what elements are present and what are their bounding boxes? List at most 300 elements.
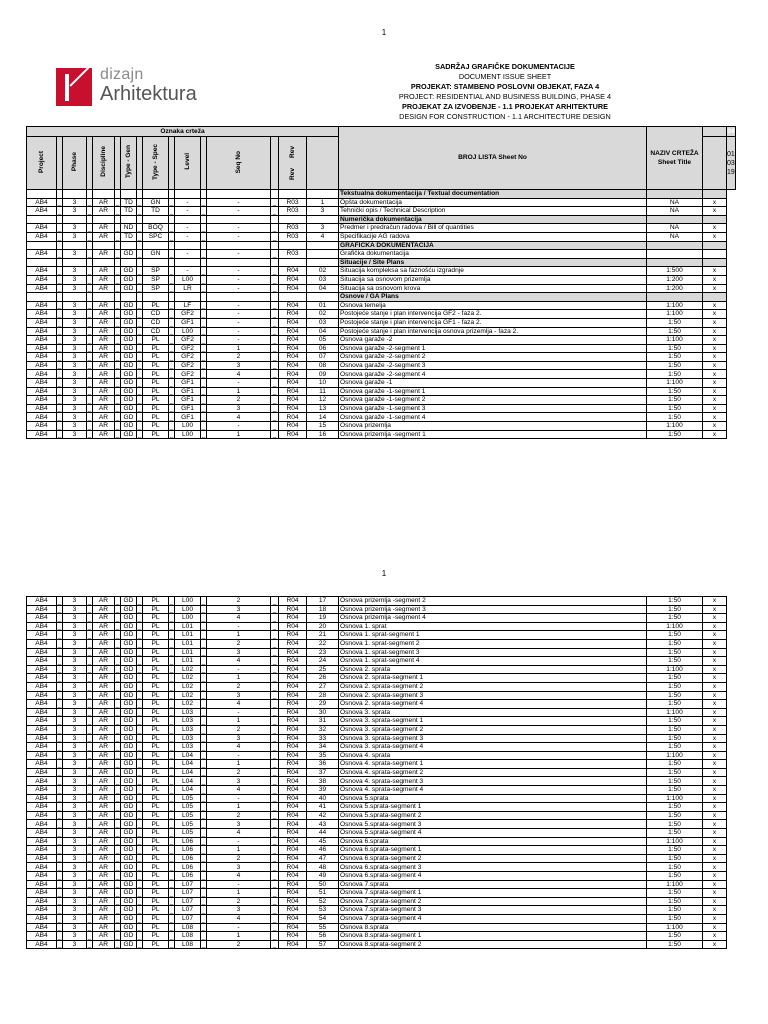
scale: 1:50 — [647, 829, 703, 838]
project-code: AB4 — [27, 863, 57, 872]
sheet-number: 13 — [307, 404, 339, 413]
header-design-en: DESIGN FOR CONSTRUCTION - 1.1 ARCHITECTURE DESIGN — [399, 112, 611, 121]
issue-mark: x — [703, 232, 727, 241]
sheet-title: Postojeće stanje i plan intervencija GF2 - faza 2. — [339, 310, 647, 319]
type-spec-code: PL — [143, 597, 169, 606]
discipline-code: AR — [93, 760, 115, 769]
separator-cell: _ — [115, 820, 121, 829]
sheet-title: Osnova prizemlja -segment 3 — [339, 605, 647, 614]
separator-cell: _ — [271, 914, 279, 923]
separator-cell: _ — [201, 932, 207, 941]
seq-no: - — [207, 379, 271, 388]
project-code: AB4 — [27, 846, 57, 855]
seq-no: 1 — [207, 387, 271, 396]
separator-cell: _ — [137, 422, 143, 431]
sheet-number: 26 — [307, 674, 339, 683]
type-spec-code: PL — [143, 923, 169, 932]
separator-cell: _ — [169, 820, 175, 829]
phase-code: 3 — [63, 760, 87, 769]
separator-cell: _ — [201, 336, 207, 345]
section-blank-cell — [121, 293, 137, 302]
separator-cell: _ — [169, 422, 175, 431]
issue-mark: x — [703, 820, 727, 829]
header-title-sr: SADRŽAJ GRAFIČKE DOKUMENTACIJE — [435, 62, 575, 71]
sheet-title: Osnova 4. sprata-segment 2 — [339, 768, 647, 777]
table-row — [27, 396, 736, 405]
separator-cell: _ — [169, 301, 175, 310]
seq-no: 2 — [207, 396, 271, 405]
table-row — [27, 207, 736, 216]
phase-code: 3 — [63, 284, 87, 293]
separator-cell: _ — [137, 284, 143, 293]
separator-cell: _ — [115, 267, 121, 276]
header-discipline-label: Discipline — [99, 146, 107, 178]
scale: 1:50 — [647, 786, 703, 795]
separator-cell: _ — [87, 743, 93, 752]
table-row — [27, 430, 736, 439]
separator-cell: _ — [271, 198, 279, 207]
sheet-number: 47 — [307, 854, 339, 863]
level-code: GF1 — [175, 396, 201, 405]
separator-cell: _ — [57, 413, 63, 422]
separator-cell: _ — [201, 872, 207, 881]
separator-cell: _ — [169, 940, 175, 949]
phase-code: 3 — [63, 379, 87, 388]
issue-mark: x — [703, 344, 727, 353]
sheet-title: Osnova prizemlja — [339, 422, 647, 431]
sheet-number: 43 — [307, 820, 339, 829]
project-code: AB4 — [27, 760, 57, 769]
separator-cell: _ — [137, 897, 143, 906]
level-code: L05 — [175, 820, 201, 829]
separator-cell: _ — [115, 353, 121, 362]
type-spec-code: PL — [143, 682, 169, 691]
issue-mark: x — [703, 811, 727, 820]
section-title: Osnove / GA Plans — [339, 293, 647, 302]
sheet-number: 1 — [307, 198, 339, 207]
issue-mark: x — [703, 734, 727, 743]
sheet-title: Osnova garaže -1-segment 3 — [339, 404, 647, 413]
separator-cell: _ — [271, 932, 279, 941]
issue-mark: x — [703, 932, 727, 941]
separator-cell: _ — [87, 657, 93, 666]
type-gen-code: TD — [121, 232, 137, 241]
header-type-spec-label: Type - Spec — [151, 143, 159, 180]
issue-mark: x — [703, 897, 727, 906]
scale: 1:50 — [647, 897, 703, 906]
type-gen-code: GD — [121, 923, 137, 932]
separator-cell: _ — [87, 889, 93, 898]
seq-no: - — [207, 275, 271, 284]
separator-cell: _ — [87, 614, 93, 623]
separator-cell: _ — [271, 275, 279, 284]
separator-cell: _ — [87, 803, 93, 812]
separator-cell: _ — [137, 734, 143, 743]
type-gen-code: GD — [121, 837, 137, 846]
type-gen-code: GD — [121, 932, 137, 941]
type-gen-code: GD — [121, 318, 137, 327]
project-code: AB4 — [27, 674, 57, 683]
table-row — [27, 777, 727, 786]
section-blank-cell — [143, 293, 169, 302]
revision: R04 — [279, 906, 307, 915]
level-code: L05 — [175, 811, 201, 820]
type-spec-code: PL — [143, 674, 169, 683]
separator-cell: _ — [169, 914, 175, 923]
section-blank-cell — [647, 215, 703, 224]
section-blank-cell — [279, 258, 307, 267]
separator-cell: _ — [137, 605, 143, 614]
scale: 1:100 — [647, 880, 703, 889]
revision: R04 — [279, 743, 307, 752]
sheet-title: Osnova garaže -2-segment 1 — [339, 344, 647, 353]
sheet-number: 56 — [307, 932, 339, 941]
section-blank-cell — [271, 190, 279, 199]
separator-cell: _ — [169, 353, 175, 362]
discipline-code: AR — [93, 353, 115, 362]
issue-mark: x — [703, 631, 727, 640]
type-spec-code: PL — [143, 404, 169, 413]
level-code: L08 — [175, 932, 201, 941]
type-gen-code: GD — [121, 344, 137, 353]
sheet-title: Grafička dokumentacija — [339, 250, 647, 259]
type-gen-code: GD — [121, 639, 137, 648]
separator-cell: _ — [201, 639, 207, 648]
issue-mark: x — [703, 327, 727, 336]
type-spec-code: PL — [143, 837, 169, 846]
section-blank-cell — [143, 215, 169, 224]
separator-cell: _ — [137, 725, 143, 734]
discipline-code: AR — [93, 605, 115, 614]
separator-cell: _ — [57, 820, 63, 829]
sheet-number: 28 — [307, 691, 339, 700]
type-gen-code: GD — [121, 674, 137, 683]
sheet-number: 25 — [307, 665, 339, 674]
discipline-code: AR — [93, 700, 115, 709]
separator-cell: _ — [271, 700, 279, 709]
header-oznaka: Oznaka crteža — [27, 127, 339, 137]
section-blank-cell — [647, 190, 703, 199]
issue-mark: x — [703, 708, 727, 717]
table-row — [27, 631, 727, 640]
type-gen-code: GD — [121, 430, 137, 439]
type-gen-code: GD — [121, 751, 137, 760]
separator-cell: _ — [87, 318, 93, 327]
separator-cell: _ — [115, 768, 121, 777]
sheet-number: 04 — [307, 327, 339, 336]
table-row — [27, 863, 727, 872]
issue-mark: x — [703, 198, 727, 207]
sheet-number: 3 — [307, 207, 339, 216]
separator-cell: _ — [201, 284, 207, 293]
phase-code: 3 — [63, 932, 87, 941]
separator-cell: _ — [57, 914, 63, 923]
project-code: AB4 — [27, 691, 57, 700]
separator-cell: _ — [137, 674, 143, 683]
type-spec-code: GN — [143, 250, 169, 259]
separator-cell: _ — [115, 837, 121, 846]
separator-cell: _ — [87, 820, 93, 829]
separator-cell: _ — [169, 794, 175, 803]
sheet-title: Osnova 8.sprata-segment 1 — [339, 932, 647, 941]
section-blank-cell — [279, 190, 307, 199]
discipline-code: AR — [93, 232, 115, 241]
level-code: GF1 — [175, 387, 201, 396]
type-gen-code: GD — [121, 708, 137, 717]
separator-cell: _ — [87, 639, 93, 648]
scale: 1:50 — [647, 318, 703, 327]
separator-cell: _ — [169, 430, 175, 439]
scale: 1:50 — [647, 734, 703, 743]
separator-cell: _ — [115, 648, 121, 657]
separator-cell: _ — [115, 430, 121, 439]
discipline-code: AR — [93, 897, 115, 906]
phase-code: 3 — [63, 232, 87, 241]
separator-cell: _ — [87, 198, 93, 207]
separator-cell: _ — [115, 665, 121, 674]
project-code: AB4 — [27, 725, 57, 734]
issue-mark: x — [703, 906, 727, 915]
revision: R04 — [279, 751, 307, 760]
project-code: AB4 — [27, 198, 57, 207]
issue-mark: x — [703, 880, 727, 889]
separator-cell: _ — [115, 889, 121, 898]
discipline-code: AR — [93, 751, 115, 760]
separator-cell: _ — [115, 224, 121, 233]
separator-cell: _ — [169, 880, 175, 889]
separator-cell: _ — [271, 854, 279, 863]
scale: 1:50 — [647, 605, 703, 614]
separator-cell: _ — [87, 777, 93, 786]
sheet-title: Osnova 7.sprata-segment 2 — [339, 897, 647, 906]
phase-code: 3 — [63, 639, 87, 648]
separator-cell: _ — [137, 932, 143, 941]
section-blank-cell — [207, 241, 271, 250]
separator-cell: _ — [57, 717, 63, 726]
separator-cell: _ — [271, 751, 279, 760]
revision: R04 — [279, 872, 307, 881]
separator-cell: _ — [169, 768, 175, 777]
separator-cell: _ — [271, 284, 279, 293]
table-row — [27, 820, 727, 829]
phase-code: 3 — [63, 708, 87, 717]
level-code: L00 — [175, 327, 201, 336]
project-code: AB4 — [27, 224, 57, 233]
level-code: - — [175, 207, 201, 216]
separator-cell: _ — [115, 207, 121, 216]
document-header — [380, 62, 630, 122]
separator-cell: _ — [87, 691, 93, 700]
separator-cell: _ — [115, 897, 121, 906]
table-row — [27, 717, 727, 726]
separator-cell: _ — [115, 422, 121, 431]
separator-cell: _ — [115, 639, 121, 648]
separator-cell: _ — [271, 811, 279, 820]
header-date-part: 01 — [727, 150, 735, 158]
table-row — [27, 794, 727, 803]
separator-cell: _ — [271, 897, 279, 906]
separator-cell: _ — [137, 597, 143, 606]
separator-cell: _ — [271, 846, 279, 855]
separator-cell: _ — [137, 872, 143, 881]
sheet-number: 55 — [307, 923, 339, 932]
table-row — [27, 734, 727, 743]
project-code: AB4 — [27, 639, 57, 648]
separator-cell: _ — [57, 310, 63, 319]
phase-code: 3 — [63, 794, 87, 803]
sheet-title: Tehnički opis / Technical Description — [339, 207, 647, 216]
table-row — [27, 605, 727, 614]
level-code: GF2 — [175, 344, 201, 353]
issue-mark: x — [703, 396, 727, 405]
issue-mark: x — [703, 743, 727, 752]
discipline-code: AR — [93, 725, 115, 734]
table-row — [27, 657, 727, 666]
sheet-number: 42 — [307, 811, 339, 820]
phase-code: 3 — [63, 224, 87, 233]
header-separator — [271, 137, 279, 190]
scale: 1:100 — [647, 301, 703, 310]
seq-no: 3 — [207, 404, 271, 413]
separator-cell: _ — [201, 344, 207, 353]
separator-cell: _ — [137, 336, 143, 345]
discipline-code: AR — [93, 872, 115, 881]
sheet-number: 53 — [307, 906, 339, 915]
separator-cell: _ — [87, 872, 93, 881]
separator-cell: _ — [57, 327, 63, 336]
phase-code: 3 — [63, 614, 87, 623]
separator-cell: _ — [169, 207, 175, 216]
discipline-code: AR — [93, 396, 115, 405]
type-gen-code: GD — [121, 725, 137, 734]
phase-code: 3 — [63, 682, 87, 691]
separator-cell: _ — [115, 361, 121, 370]
separator-cell: _ — [271, 880, 279, 889]
discipline-code: AR — [93, 803, 115, 812]
separator-cell: _ — [137, 940, 143, 949]
separator-cell: _ — [169, 923, 175, 932]
phase-code: 3 — [63, 872, 87, 881]
separator-cell: _ — [57, 430, 63, 439]
phase-code: 3 — [63, 370, 87, 379]
issue-mark — [703, 250, 727, 259]
section-blank-cell — [307, 293, 339, 302]
separator-cell: _ — [137, 743, 143, 752]
separator-cell: _ — [169, 897, 175, 906]
separator-cell: _ — [137, 786, 143, 795]
phase-code: 3 — [63, 267, 87, 276]
separator-cell: _ — [87, 863, 93, 872]
section-blank-cell — [121, 215, 137, 224]
sheet-number: 11 — [307, 387, 339, 396]
level-code: GF2 — [175, 310, 201, 319]
sheet-title: Osnova garaže -2-segment 2 — [339, 353, 647, 362]
table-row — [27, 906, 727, 915]
drawing-index-table-continued — [26, 596, 727, 949]
separator-cell: _ — [137, 777, 143, 786]
separator-cell: _ — [169, 250, 175, 259]
issue-mark: x — [703, 387, 727, 396]
separator-cell: _ — [87, 854, 93, 863]
type-spec-code: PL — [143, 803, 169, 812]
issue-mark: x — [703, 370, 727, 379]
revision: R04 — [279, 387, 307, 396]
scale: 1:50 — [647, 353, 703, 362]
type-spec-code: BOQ — [143, 224, 169, 233]
table-row — [27, 224, 736, 233]
separator-cell: _ — [201, 232, 207, 241]
separator-cell: _ — [115, 914, 121, 923]
discipline-code: AR — [93, 361, 115, 370]
type-spec-code: SP — [143, 267, 169, 276]
separator-cell: _ — [87, 760, 93, 769]
type-gen-code: GD — [121, 777, 137, 786]
separator-cell: _ — [115, 396, 121, 405]
discipline-code: AR — [93, 854, 115, 863]
type-gen-code: TD — [121, 198, 137, 207]
sheet-number: 41 — [307, 803, 339, 812]
separator-cell: _ — [87, 207, 93, 216]
header-date-part: 03 — [727, 159, 735, 167]
level-code: L04 — [175, 768, 201, 777]
logo-text-line1: dizajn — [100, 66, 144, 83]
separator-cell: _ — [57, 232, 63, 241]
separator-cell: _ — [201, 631, 207, 640]
revision: R04 — [279, 674, 307, 683]
separator-cell: _ — [115, 614, 121, 623]
level-code: L05 — [175, 794, 201, 803]
type-gen-code: GD — [121, 854, 137, 863]
type-spec-code: PL — [143, 743, 169, 752]
separator-cell: _ — [169, 811, 175, 820]
separator-cell: _ — [57, 275, 63, 284]
seq-no: 4 — [207, 657, 271, 666]
discipline-code: AR — [93, 906, 115, 915]
separator-cell: _ — [271, 872, 279, 881]
separator-cell: _ — [137, 387, 143, 396]
type-spec-code: PL — [143, 708, 169, 717]
drawing-index-table — [26, 126, 736, 439]
sheet-number: 29 — [307, 700, 339, 709]
table-row — [27, 914, 727, 923]
separator-cell: _ — [137, 639, 143, 648]
level-code: L00 — [175, 597, 201, 606]
separator-cell: _ — [169, 224, 175, 233]
section-blank-cell — [271, 293, 279, 302]
scale: 1:50 — [647, 691, 703, 700]
discipline-code: AR — [93, 940, 115, 949]
revision: R04 — [279, 760, 307, 769]
section-blank-cell — [703, 258, 727, 267]
level-code: L07 — [175, 906, 201, 915]
seq-no: - — [207, 318, 271, 327]
sheet-title: Osnova garaže -2 — [339, 336, 647, 345]
type-spec-code: PL — [143, 665, 169, 674]
issue-mark: x — [703, 854, 727, 863]
separator-cell: _ — [115, 336, 121, 345]
discipline-code: AR — [93, 691, 115, 700]
separator-cell: _ — [87, 404, 93, 413]
type-gen-code: GD — [121, 422, 137, 431]
phase-code: 3 — [63, 413, 87, 422]
table-row — [27, 597, 727, 606]
scale: 1:50 — [647, 777, 703, 786]
sheet-number: 46 — [307, 846, 339, 855]
scale: 1:50 — [647, 743, 703, 752]
separator-cell: _ — [201, 404, 207, 413]
seq-no: 2 — [207, 682, 271, 691]
revision: R04 — [279, 854, 307, 863]
